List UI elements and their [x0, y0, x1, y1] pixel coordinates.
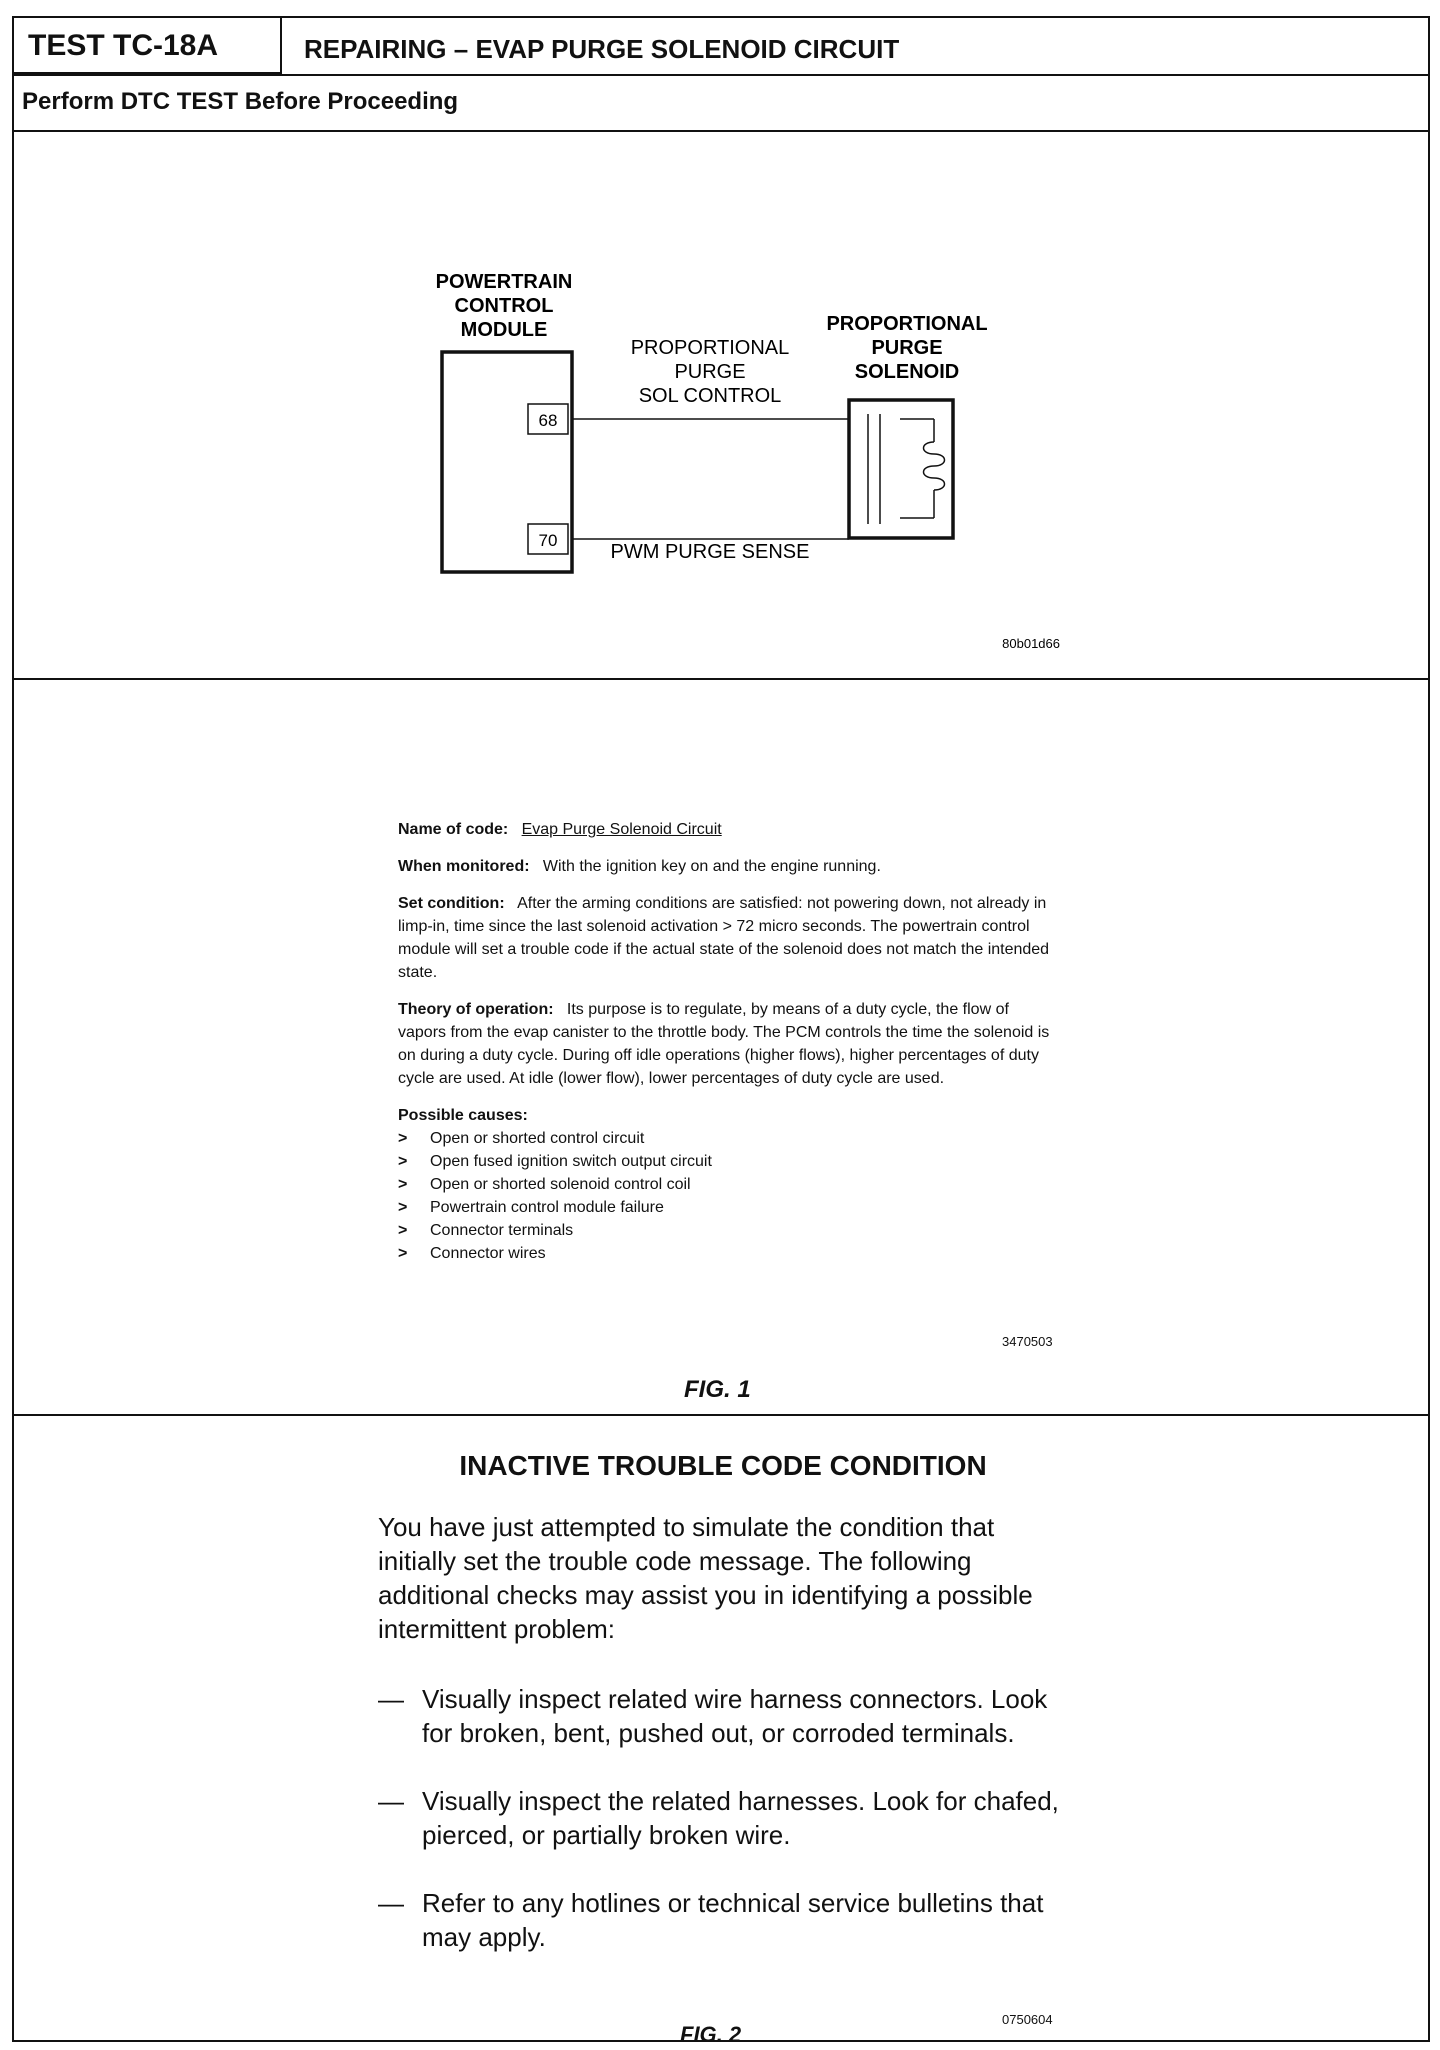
wiring-diagram	[14, 18, 1428, 678]
code-name-value: Evap Purge Solenoid Circuit	[521, 821, 722, 838]
monitored-label: When monitored:	[398, 858, 530, 875]
code-description	[398, 818, 1058, 1265]
set-condition-value: After the arming conditions are satisfied: not powering down, not already in limp-in, time since the last solenoid activation > 72 micro seconds. The powertrain control module will set a trouble code if the actual state of the solenoid does not match the intended state.	[398, 895, 1050, 981]
subheader: Perform DTC TEST Before Proceeding	[22, 88, 459, 115]
section-divider	[14, 678, 1428, 680]
fig1-caption: FIG. 1	[684, 1376, 751, 1403]
inactive-code-title: INACTIVE TROUBLE CODE CONDITION	[459, 1450, 987, 1481]
wire2-label: PWM PURGE SENSE	[610, 541, 810, 563]
list-item: > Open or shorted solenoid control coil	[398, 1173, 1058, 1196]
solenoid-label-line: PROPORTIONAL	[826, 313, 988, 335]
possible-causes	[398, 1104, 1058, 1265]
list-item: > Connector wires	[398, 1242, 1058, 1265]
check-text: Refer to any hotlines or technical service bulletins that may apply.	[422, 1888, 1044, 1952]
list-item	[378, 1682, 1078, 1750]
code-name-label: Name of code:	[398, 821, 509, 838]
pcm-label-line: MODULE	[460, 319, 548, 341]
list-item: > Powertrain control module failure	[398, 1196, 1058, 1219]
solenoid-label-line: PURGE	[871, 337, 943, 359]
pcm-label-line: POWERTRAIN	[435, 271, 573, 293]
fig1-ref-code: 3470503	[1002, 1334, 1053, 1349]
causes-label: Possible causes:	[398, 1107, 528, 1124]
check-list	[378, 1682, 1078, 1988]
test-id: TEST TC-18A	[14, 18, 282, 74]
diagram-ref-code: 80b01d66	[1002, 636, 1060, 651]
causes-list	[398, 1127, 1058, 1265]
pin-70: 70	[538, 531, 558, 550]
code-name-row	[398, 818, 1058, 841]
wire1-label-line: PROPORTIONAL	[630, 337, 790, 359]
fig2-ref-code: 0750604	[1002, 2012, 1053, 2027]
inactive-code-intro: You have just attempted to simulate the condition that initially set the trouble code message. The following additional checks may assist you in identifying a possible intermittent problem:	[378, 1512, 1033, 1644]
pcm-label-line: CONTROL	[454, 295, 554, 317]
page-title: REPAIRING – EVAP PURGE SOLENOID CIRCUIT	[304, 34, 900, 64]
theory-label: Theory of operation:	[398, 1001, 554, 1018]
theory-value: Its purpose is to regulate, by means of a duty cycle, the flow of vapors from the evap canister to the throttle body. The PCM controls the time the solenoid is on during a duty cycle. During off idle operations (higher flows), higher percentages of duty cycle are used. At idle (lower flow), lower percentages of duty cycle are used.	[398, 1001, 1050, 1087]
dash-marker: —	[378, 1888, 404, 1918]
monitored-value: With the ignition key on and the engine running.	[542, 858, 881, 875]
solenoid-label-line: SOLENOID	[854, 361, 960, 383]
list-item: > Connector terminals	[398, 1219, 1058, 1242]
theory-row	[398, 998, 1058, 1090]
service-manual-page	[12, 16, 1430, 2047]
list-item	[378, 1886, 1078, 1954]
check-text: Visually inspect related wire harness connectors. Look for broken, bent, pushed out, or corroded terminals.	[422, 1684, 1048, 1748]
section-divider	[14, 1414, 1428, 1416]
check-text: Visually inspect the related harnesses. Look for chafed, pierced, or partially broken wire.	[422, 1786, 1059, 1850]
wire1-label-line: SOL CONTROL	[638, 385, 782, 407]
dash-marker: —	[378, 1786, 404, 1816]
list-item: > Open or shorted control circuit	[398, 1127, 1058, 1150]
fig2-caption: FIG. 2	[680, 2022, 742, 2047]
set-condition-row	[398, 892, 1058, 984]
pin-68: 68	[538, 411, 558, 430]
dash-marker: —	[378, 1684, 404, 1714]
list-item: > Open fused ignition switch output circuit	[398, 1150, 1058, 1173]
set-condition-label: Set condition:	[398, 895, 505, 912]
list-item	[378, 1784, 1078, 1852]
coil-icon	[900, 419, 945, 518]
monitored-row	[398, 855, 1058, 878]
wire1-label-line: PURGE	[674, 361, 746, 383]
